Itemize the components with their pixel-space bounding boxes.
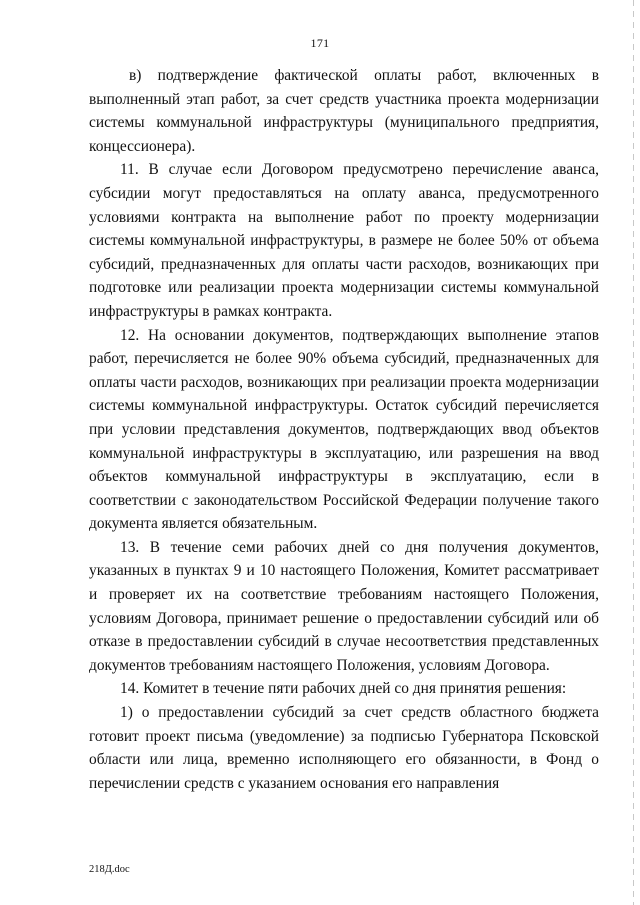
- paragraph-clause-14: 14. Комитет в течение пяти рабочих дней со дня принятия решения:: [120, 680, 567, 698]
- paragraph-clause-11: 11. В случае если Договором предусмотрено перечисление аванса, субсидии могут предоставляться на оплату аванса, предусмотренного условиями контракта на выполнение работ по проекту модернизации системы коммунальной инфраструктуры, в размере не более 50% от объема субсидий, предназначенных для оплаты части расходов, возникающих при подготовке или реализации проекта модернизации системы коммунальной инфраструктуры в рамках контракта.: [89, 161, 599, 320]
- page-number: 171: [310, 36, 330, 50]
- paragraph-clause-13: 13. В течение семи рабочих дней со дня получения документов, указанных в пунктах 9 и 10 настоящего Положения, Комитет рассматривает и проверяет их на соответствие требованиям настоящего Положения, условиям Договора, принимает решение о предоставлении субсидий или об отказе в предоставлении субсидий в случае несоответствия представленных документов требованиям настоящего Положения, условиям Договора.: [89, 538, 599, 674]
- scan-edge-artifact: [633, 0, 634, 905]
- paragraph-subclause-1: 1) о предоставлении субсидий за счет средств областного бюджета готовит проект письма (уведомление) за подписью Губернатора Псковской области или лица, временно исполняющего его обязанности, в Фонд о перечислении средств с указанием основания его направления: [89, 704, 599, 792]
- paragraph-clause-12: 12. На основании документов, подтверждающих выполнение этапов работ, перечисляется не более 90% объема субсидий, предназначенных для оплаты части расходов, возникающих при реализации проекта модернизации системы коммунальной инфраструктуры. Остаток субсидий перечисляется при условии представления документов, подтверждающих ввод объектов коммунальной инфраструктуры в эксплуатацию, или разрешения на ввод объектов коммунальной инфраструктуры в эксплуатацию, если в соответствии с законодательством Российской Федерации получение такого документа является обязательным.: [89, 326, 599, 533]
- document-body: [89, 64, 599, 795]
- paragraph-item-v: в) подтверждение фактической оплаты работ, включенных в выполненный этап работ, за счет средств участника проекта модернизации системы коммунальной инфраструктуры (муниципального предприятия, концессионера).: [89, 67, 599, 155]
- footer-filename: 218Д.doc: [89, 864, 130, 875]
